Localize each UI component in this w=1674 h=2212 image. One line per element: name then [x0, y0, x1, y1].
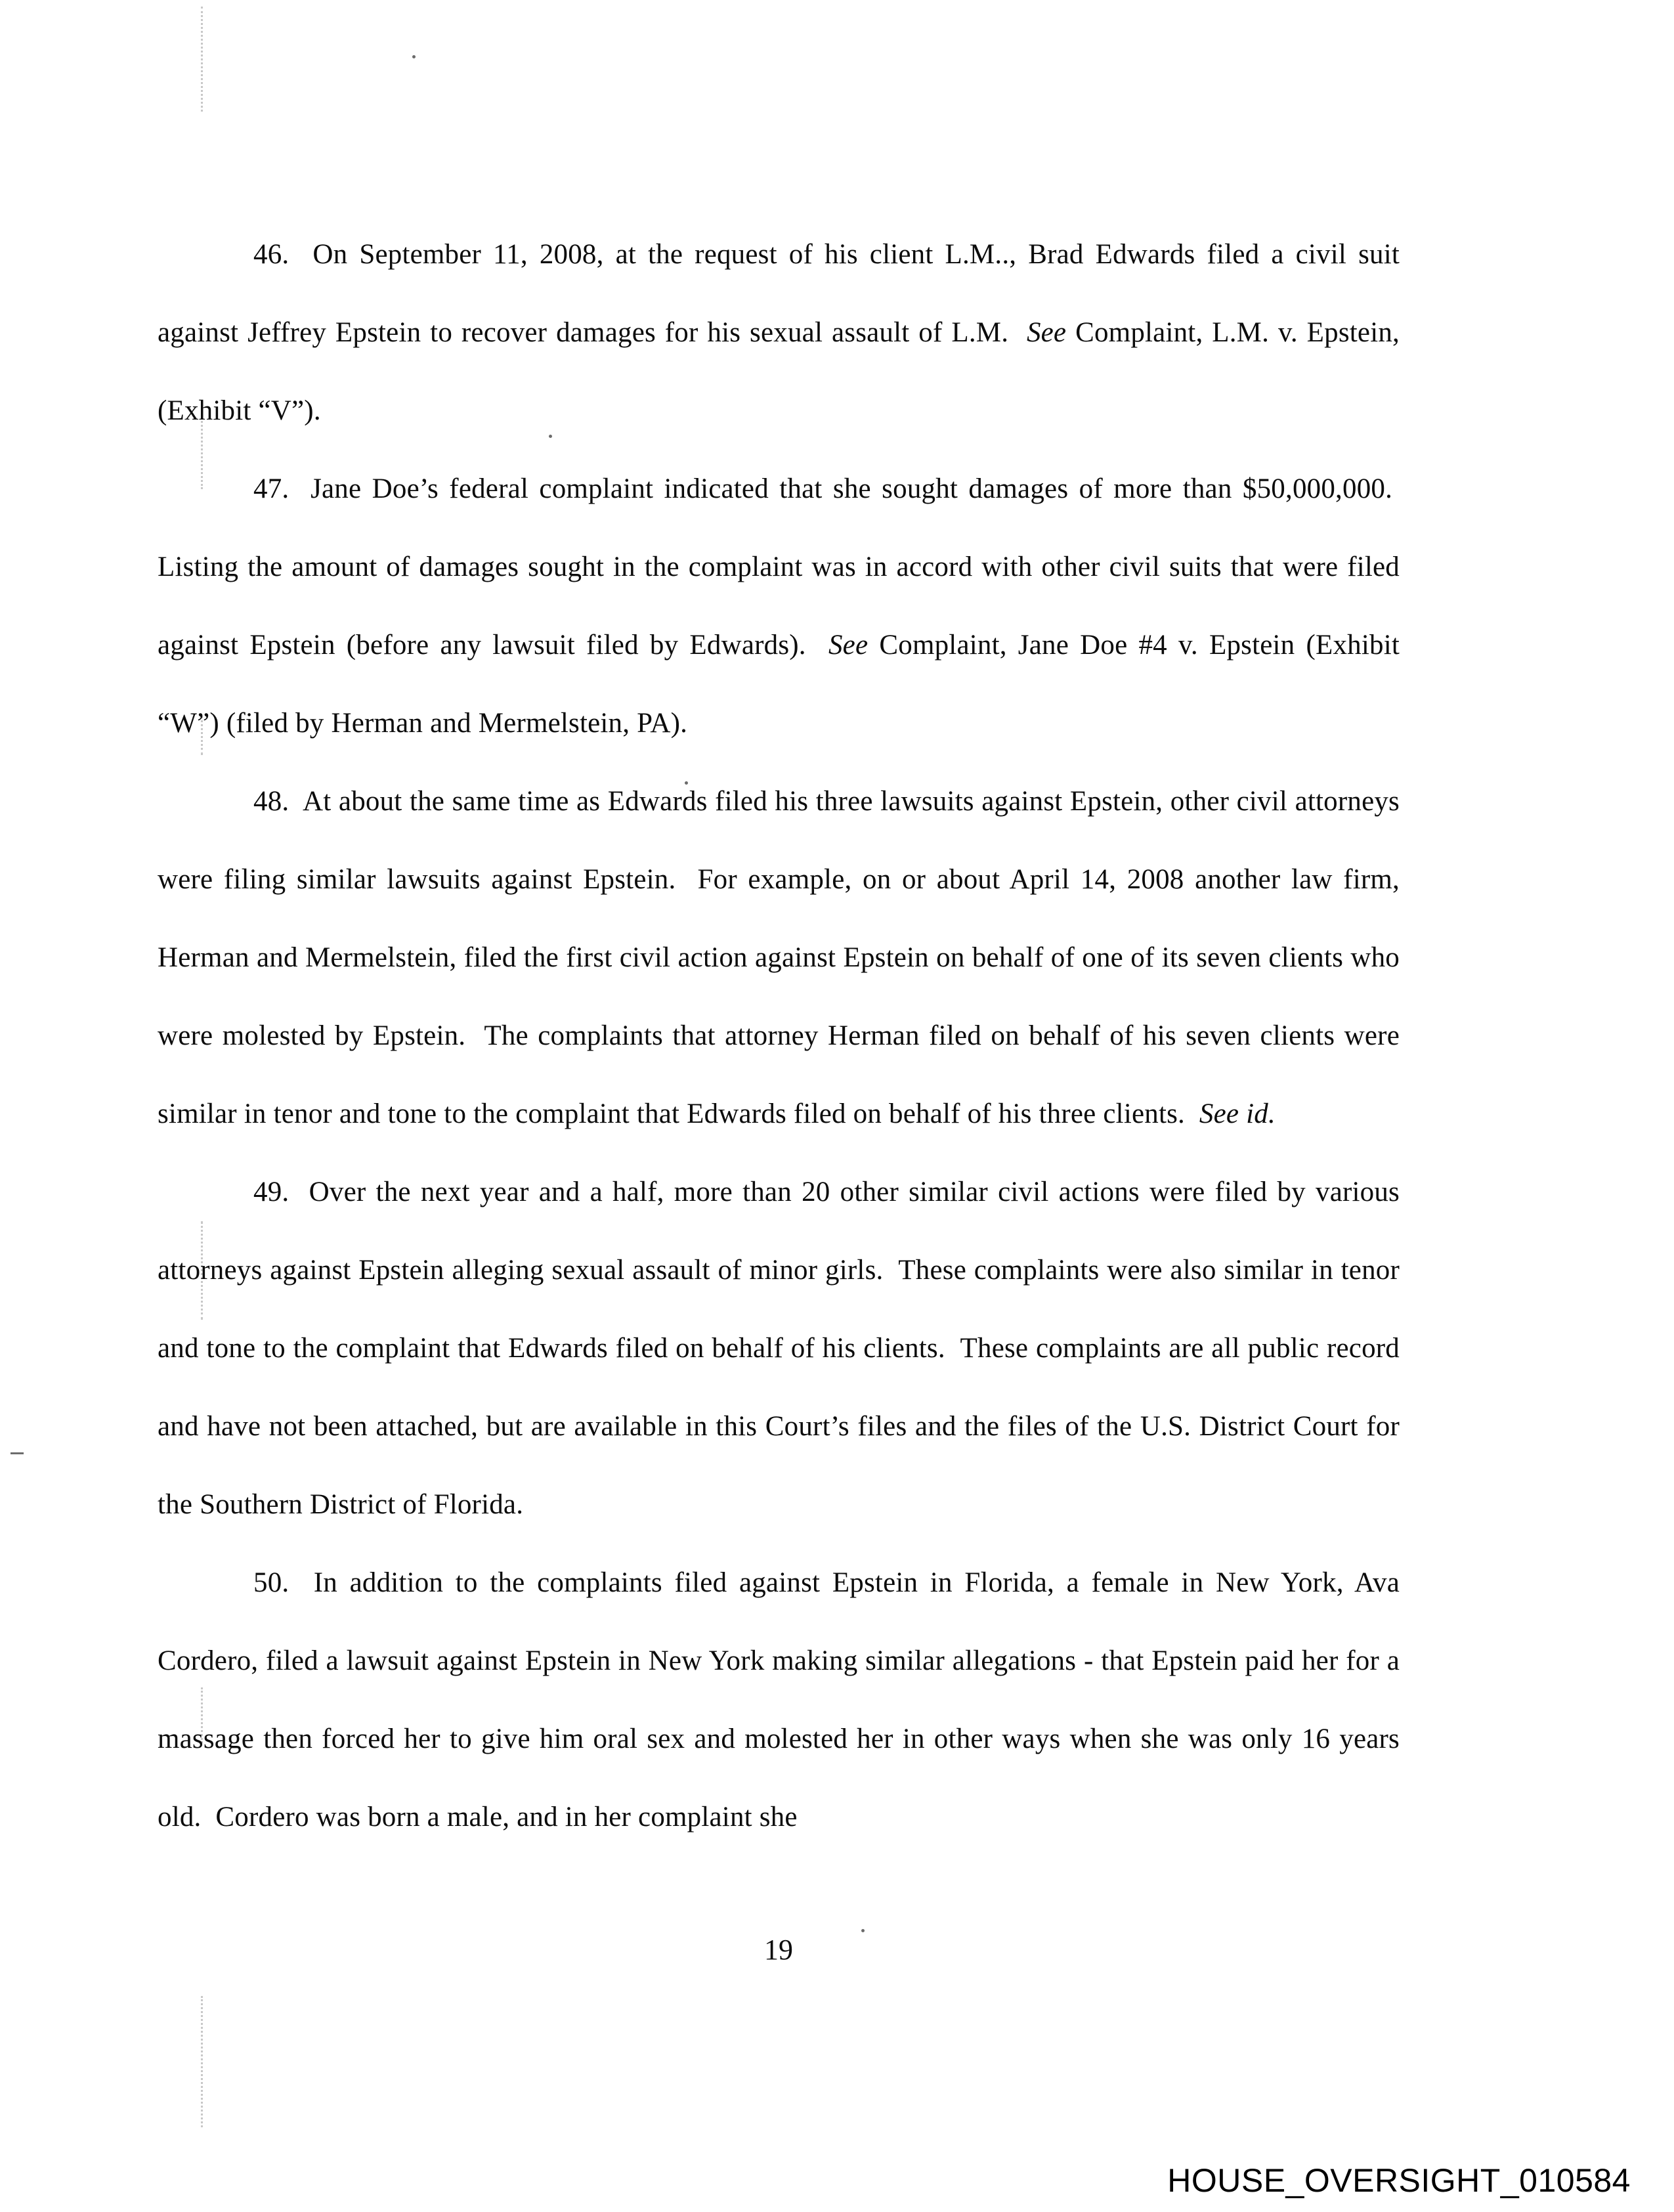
text-run: Complaint, Jane Doe #4 v. Epstein (Exhibit “W”) (filed by Herman and Mermelstein, PA).: [158, 630, 1400, 739]
paragraph-46: [158, 215, 1400, 450]
scan-artifact-dash: [11, 1452, 24, 1454]
bates-stamp: HOUSE_OVERSIGHT_010584: [1167, 2162, 1631, 2199]
text-run: 49. Over the next year and a half, more than 20 other similar civil actions were filed by various attorneys against Epstein alleging sexual assault of minor girls. These complaints were also similar in tenor and tone to the complaint that Edwards filed on behalf of his clients. These complaints are all public record and have not been attached, but are available in this Court’s files and the files of the U.S. District Court for the Southern District of Florida.: [158, 1177, 1400, 1520]
text-run: Complaint, L.M. v. Epstein, (Exhibit “V”).: [158, 317, 1400, 426]
scan-artifact-dot: [412, 55, 416, 58]
text-run: 50. In addition to the complaints filed against Epstein in Florida, a female in New York, Ava Cordero, filed a lawsuit against Epstein in New York making similar allegations - that Epstein paid her for a massage then forced her to give him oral sex and molested her in other ways when she was only 16 years old. Cordero was born a male, and in her complaint she: [158, 1567, 1400, 1832]
page-number: 19: [764, 1934, 793, 1966]
paragraph-48: [158, 762, 1400, 1153]
scan-artifact-dot: [861, 1929, 865, 1932]
citation-signal: See: [1026, 317, 1067, 348]
scan-artifact-line: [201, 7, 203, 112]
citation-signal: See id.: [1199, 1098, 1276, 1129]
paragraph-50: [158, 1544, 1400, 1856]
document-body: [158, 215, 1400, 1856]
paragraph-47: [158, 450, 1400, 762]
text-run: 47. Jane Doe’s federal complaint indicated that she sought damages of more than $50,000,000. Listing the amount of damages sought in the complaint was in accord with other civil suits that were filed against Epstein (before any lawsuit filed by Edwards).: [158, 473, 1400, 661]
scan-artifact-line: [201, 1996, 203, 2127]
paragraph-49: [158, 1153, 1400, 1544]
citation-signal: See: [828, 630, 869, 661]
text-run: 48. At about the same time as Edwards filed his three lawsuits against Epstein, other civil attorneys were filing similar lawsuits against Epstein. For example, on or about April 14, 2008 another law firm, Herman and Mermelstein, filed the first civil action against Epstein on behalf of one of its seven clients who were molested by Epstein. The complaints that attorney Herman filed on behalf of his seven clients were similar in tenor and tone to the complaint that Edwards filed on behalf of his three clients.: [158, 786, 1400, 1129]
text-run: 46. On September 11, 2008, at the request of his client L.M.., Brad Edwards filed a civil suit against Jeffrey Epstein to recover damages for his sexual assault of L.M.: [158, 239, 1400, 348]
